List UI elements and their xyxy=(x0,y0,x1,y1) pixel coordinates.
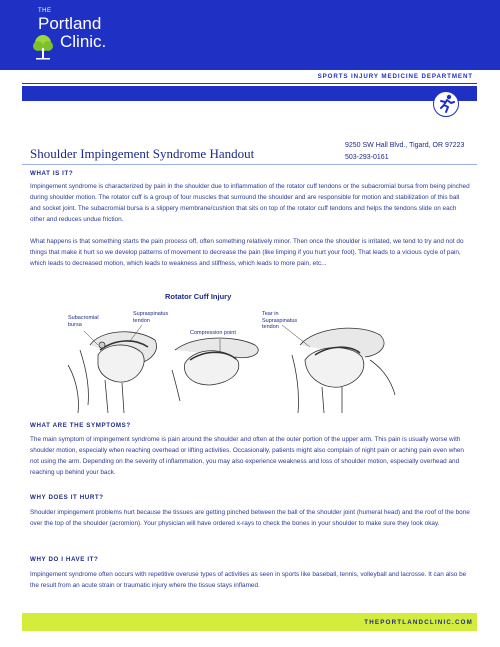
section-heading-what-is-it: WHAT IS IT? xyxy=(30,170,74,177)
section-heading-why-have-it: WHY DO I HAVE IT? xyxy=(30,556,99,563)
section-heading-why-hurt: WHY DOES IT HURT? xyxy=(30,494,104,501)
rotator-cuff-illustration xyxy=(60,305,460,417)
footer-band xyxy=(22,613,477,631)
runner-icon xyxy=(433,91,459,117)
section-paragraph: Impingement syndrome is characterized by pain in the shoulder due to inflammation of the rotator cuff tendons or the subacromial bursa from being pinched during shoulder motion. The rotator cuff is a group of four muscles that surround the shoulder and are responsible for motion and stabilization of this ball and socket joint. The subacromial bursa is a slippery membrane/cushion that sits on top of the rotator cuff tendons and helps the tendons slide on each other and reduces undue friction. xyxy=(30,183,470,223)
shoulder-anatomy-left xyxy=(68,332,157,413)
label-supraspinatus-tendon: Supraspinatus tendon xyxy=(133,311,169,324)
department-title: SPORTS INJURY MEDICINE DEPARTMENT xyxy=(317,73,473,80)
website-link[interactable]: THEPORTLANDCLINIC.COM xyxy=(364,619,473,626)
label-compression-point: Compression point xyxy=(190,330,236,336)
portland-clinic-logo[interactable] xyxy=(22,6,112,68)
title-divider xyxy=(22,164,477,165)
address-block xyxy=(345,140,464,164)
section-heading-symptoms: WHAT ARE THE SYMPTOMS? xyxy=(30,422,131,429)
page-title: Shoulder Impingement Syndrome Handout xyxy=(30,146,255,161)
logo-clinic-text: Clinic. xyxy=(60,32,107,51)
street-address: 9250 SW Hall Blvd., Tigard, OR 97223 xyxy=(345,142,465,149)
label-subacromial-bursa: Subacromial bursa xyxy=(68,315,99,328)
label-tear-supraspinatus: Tear in Supraspinatus tendon xyxy=(262,311,298,330)
phone-number[interactable]: 503-293-0161 xyxy=(345,154,389,161)
section-paragraph: The main symptom of impingement syndrome is pain around the shoulder and often at the outer portion of the upper arm. This pain is usually worse with shoulder motion, especially when reaching overhead or lifting activities. Occasionally, patients might also complain of night pain or aching pain even when not using the arm. Depending on the severity of inflammation, you may also experience weakness and loss of shoulder motion, especially overhead and reaching up behind your back. xyxy=(30,436,464,476)
section-paragraph: Shoulder impingement problems hurt because the tissues are getting pinched between the ball of the shoulder joint (humeral head) and the roof of the bone over the top of the shoulder (acromion). Your physician will have ordered x-rays to check the bones in your shoulder to make sure they look okay. xyxy=(30,509,470,527)
department-band xyxy=(22,70,477,84)
tree-icon xyxy=(32,34,54,60)
section-paragraph: Impingement syndrome often occurs with repetitive overuse types of activities as seen in sports like baseball, tennis, volleyball and lacrosse. It can also be the result from an acute strain or traumatic injury where the tissue stays inflamed. xyxy=(30,571,467,589)
shoulder-anatomy-middle xyxy=(172,338,258,401)
logo-portland-text: Portland xyxy=(38,14,102,33)
section-paragraph: What happens is that something starts the pain process off, often something relatively minor. Then once the shoulder is irritated, we tend to try and not do things that make it hurt so we develop patterns of movement to decrease the pain (like limping if you hurt your foot). That leads to a vicious cycle of pain, which leads to decreased motion, which leads to weakness and stiffness, which leads to more pain, etc... xyxy=(30,238,464,267)
figure-title: Rotator Cuff Injury xyxy=(165,292,232,301)
logo-the-text: THE xyxy=(38,8,52,14)
header-rule xyxy=(22,86,477,101)
shoulder-anatomy-right xyxy=(292,328,395,413)
header-band xyxy=(0,0,500,70)
